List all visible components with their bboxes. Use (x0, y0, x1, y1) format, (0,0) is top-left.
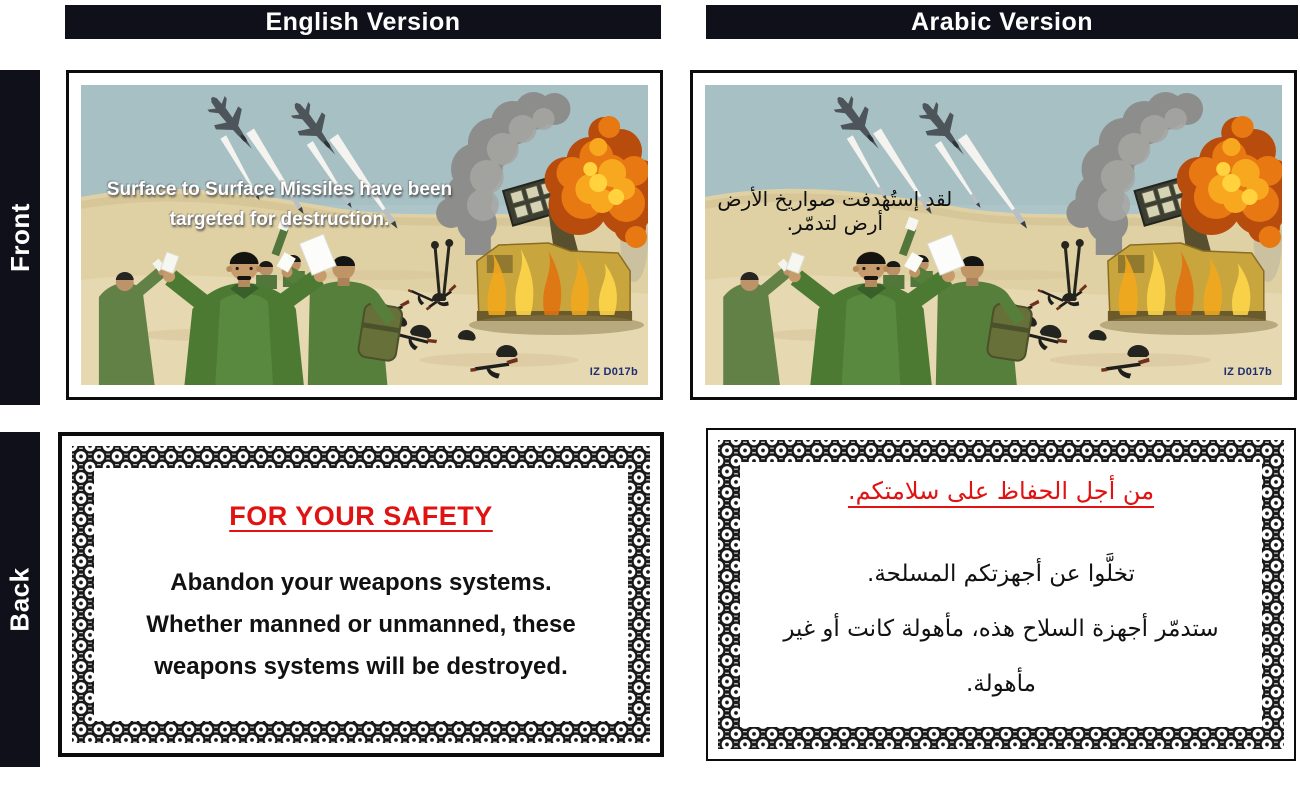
body-line: Whether manned or unmanned, these (146, 611, 576, 638)
front-english-leaflet (66, 70, 663, 400)
leaflet-artwork (81, 85, 648, 385)
safety-body-arabic (758, 547, 1244, 713)
leaflet-code: IZ D017b (589, 366, 638, 378)
back-row-label-bar (0, 432, 40, 767)
front-caption-english (92, 175, 466, 236)
caption-line: targeted for destruction. (169, 209, 390, 231)
caption-line: Surface to Surface Missiles have been (106, 179, 453, 200)
ornamental-chain-border (718, 440, 1284, 749)
back-label: Back (4, 567, 35, 632)
arabic-version-label: Arabic Version (910, 7, 1094, 36)
front-label: Front (4, 203, 35, 272)
body-line: ستدمّر أجهزة السلاح هذه، مأهولة كانت أو غير مأهولة. (783, 615, 1219, 698)
back-arabic-content (740, 462, 1262, 727)
english-version-label: English Version (265, 7, 461, 36)
back-english-leaflet (58, 432, 664, 757)
leaflet-artwork (705, 85, 1282, 385)
front-row-label-bar (0, 70, 40, 405)
body-line: weapons systems will be destroyed. (154, 653, 568, 680)
back-arabic-leaflet (706, 428, 1296, 761)
front-arabic-leaflet (690, 70, 1297, 400)
safety-heading-arabic: من أجل الحفاظ على سلامتكم. (847, 476, 1155, 505)
leaflet-code: IZ D017b (1223, 366, 1272, 378)
body-line: Abandon your weapons systems. (170, 569, 552, 596)
body-line: تخلَّوا عن أجهزتكم المسلحة. (867, 560, 1135, 587)
english-version-header (65, 5, 661, 39)
back-english-content (94, 468, 628, 721)
ornamental-chain-border (72, 446, 650, 743)
safety-heading-english: FOR YOUR SAFETY (229, 501, 493, 531)
arabic-version-header (706, 5, 1298, 39)
safety-body-english (146, 562, 575, 688)
front-caption-arabic: لقد إستُهدفت صواريخ الأرض أرض لتدمّر. (717, 187, 953, 235)
